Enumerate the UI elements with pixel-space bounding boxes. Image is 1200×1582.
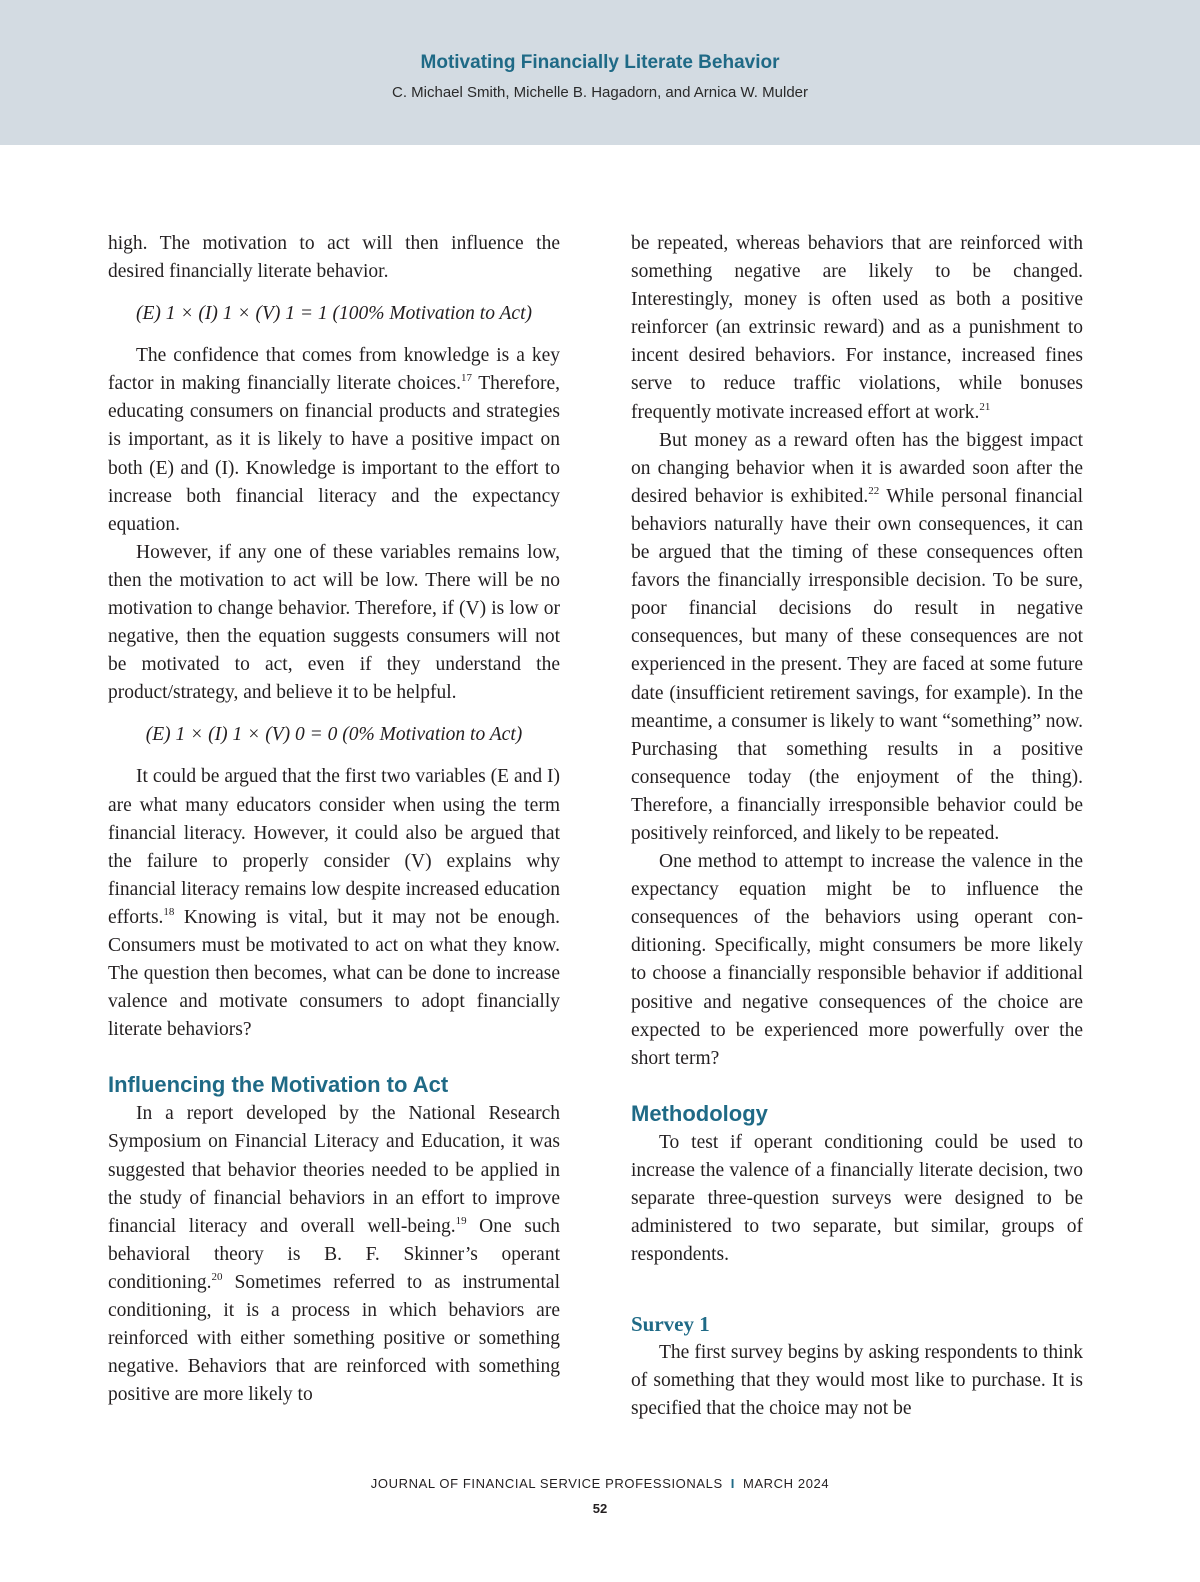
footnote-ref: 21 <box>979 400 991 413</box>
paragraph: In a report developed by the National Research Symposium on Financial Literacy and Education, it was suggested that behavior theories needed to be applied in the study of financial behaviors in an effort to improve financial literacy and overall well-being.$^{19}$ One such behavioral theory is B. F. Skinner’s operant conditioning.$^{20}$ Sometimes referred to as instrumental conditioning, it is a process in which behaviors are reinforced with either something positive or something negative. Behaviors that are reinforced with something positive are more likely to <box>108 1103 561 1406</box>
paragraph: high. The motivation to act will then influence the desired financially literate behavior. <box>108 233 560 283</box>
paragraph: But money as a reward often has the biggest impact on changing behavior when it is awarded soon after the desired behavior is exhibited.$^{22}$ While personal financial behaviors naturally have their own consequences, it can be argued that the timing of these consequences often favors the financially irresponsible decision. To be sure, poor financial decisions do result in negative consequences, but many of these consequences are not experienced in the present. They are faced at some future date (insufficient retirement savings, for example). In the meantime, a consumer is likely to want “something” now. Purchasing that something results in a positive consequence today (the enjoyment of the thing). Therefore, a financially irresponsible behavior could be positively reinforced, and likely to be repeated. <box>631 429 1083 844</box>
right-column <box>631 230 1083 1424</box>
paragraph: To test if operant conditioning could be used to increase the valence of a financially literate decision, two separate three-question surveys were designed to be administered to two separate, but similar, groups of respondents. <box>631 1131 1083 1266</box>
footer-separator: I <box>730 1476 735 1491</box>
footnote-ref: 17 <box>461 372 472 385</box>
left-column <box>108 230 560 1409</box>
equation: (E) 1 × (I) 1 × (V) 1 = 1 (100% Motivation to Act) <box>136 303 532 325</box>
equation: (E) 1 × (I) 1 × (V) 0 = 0 (0% Motivation to Act) <box>145 724 523 746</box>
article-authors: C. Michael Smith, Michelle B. Hagadorn, and Arnica W. Mulder <box>391 84 808 101</box>
footnote-ref: 18 <box>163 905 175 918</box>
footer-journal: JOURNAL OF FINANCIAL SERVICE PROFESSIONALS I MARCH 2024 <box>370 1476 830 1491</box>
paragraph: The first survey begins by asking respondents to think of something that they would most like to purchase. It is specified that the choice may not be <box>631 1342 1083 1420</box>
footnote-ref: 22 <box>868 484 880 497</box>
paragraph: However, if any one of these variables remains low, then the motivation to act will be low. There will be no motivation to change behavior. Therefore, if (V) is low or negative, then the equation suggests consumers will not be motivated to act, even if they understand the product/strategy, and believe it to be helpful. <box>108 541 560 704</box>
footnote-ref: 20 <box>211 1270 223 1283</box>
subsection-heading: Survey 1 <box>631 1312 710 1337</box>
paragraph: One method to attempt to increase the valence in the expectancy equation might be to influence the consequences of the behaviors using operant conditioning. Specifically, might consumers be more likely to choose a financially responsible behavior if additional positive and negative consequences of the choice are expected to be experienced more powerfully over the short term? <box>631 851 1083 1069</box>
footnote-ref: 19 <box>455 1214 467 1227</box>
page-number: 52 <box>592 1501 608 1516</box>
section-heading: Influencing the Motivation to Act <box>108 1072 449 1098</box>
paragraph: be repeated, whereas behaviors that are reinforced with something negative are likely to be changed. Interestingly, money is often used as both a positive reinforcer (an extrinsic reward) and as a punishment to incent desired behaviors. For instance, increased fines serve to reduce traffic violations, while bonuses frequently motivate increased effort at work.$^{21}$ <box>631 233 1083 423</box>
paragraph: It could be argued that the first two variables (E and I) are what many educators consider when using the term financial literacy. However, it could also be argued that the failure to properly consider (V) explains why financial literacy remains low despite increased education efforts.$^{18}$ Knowing is vital, but it may not be enough. Consumers must be motivated to act on what they know. The question then becomes, what can be done to increase valence and motivate consumers to adopt financially literate behaviors? <box>108 766 560 1041</box>
paragraph: The confidence that comes from knowledge is a key factor in making financially literate choices.$^{17}$ Therefore, educating consumers on financial products and strategies is important, as it is likely to have a positive impact on both (E) and (I). Knowledge is important to the effort to increase both financial literacy and the expectancy equation. <box>108 345 560 535</box>
article-title: Motivating Financially Literate Behavior <box>420 52 780 73</box>
section-heading: Methodology <box>631 1100 768 1126</box>
